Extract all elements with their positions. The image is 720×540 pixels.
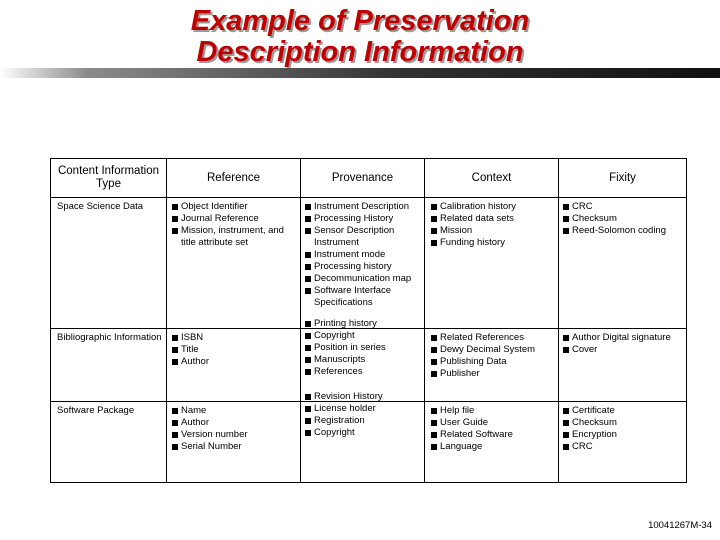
list-item: Instrument mode	[305, 249, 424, 261]
list-item: Processing history	[305, 261, 424, 273]
list-item: Version number	[172, 429, 300, 441]
context-list	[431, 201, 558, 249]
list-item: Checksum	[563, 417, 686, 429]
list-item: Serial Number	[172, 441, 300, 453]
list-item: Mission	[431, 225, 558, 237]
row-type-cell	[51, 329, 167, 402]
reference-list	[172, 405, 300, 453]
document-id: 10041267M-34	[648, 520, 712, 531]
list-item: Processing History	[305, 213, 424, 225]
table-row	[51, 402, 687, 483]
slide-title-line-1: Example of Preservation	[190, 5, 530, 37]
list-item: Software Interface Specifications	[305, 285, 424, 309]
list-item: Related References	[431, 332, 558, 344]
list-item: Manuscripts	[305, 354, 424, 366]
list-item: References	[305, 366, 424, 378]
header-fixity: Fixity	[559, 159, 687, 198]
fixity-list	[563, 201, 686, 237]
list-item: Author	[172, 356, 300, 368]
provenance-cell	[301, 391, 425, 483]
list-item: CRC	[563, 201, 686, 213]
reference-list	[172, 332, 300, 368]
list-item: License holder	[305, 403, 424, 415]
pdi-table	[50, 158, 687, 483]
list-item: Copyright	[305, 330, 424, 342]
list-item: Language	[431, 441, 558, 453]
list-item: Dewy Decimal System	[431, 344, 558, 356]
header-content-type: Content Information Type	[51, 159, 167, 198]
list-item: Publishing Data	[431, 356, 558, 368]
row-type: Bibliographic Information	[57, 332, 162, 343]
list-item: Author Digital signature	[563, 332, 686, 344]
slide-title	[0, 6, 720, 68]
list-item: Reed-Solomon coding	[563, 225, 686, 237]
list-item: Related Software	[431, 429, 558, 441]
list-item: Registration	[305, 415, 424, 427]
reference-cell	[167, 402, 301, 483]
list-item: Revision History	[305, 391, 424, 403]
provenance-list	[305, 201, 424, 309]
title-divider	[0, 68, 720, 78]
list-item: Funding history	[431, 237, 558, 249]
list-item: User Guide	[431, 417, 558, 429]
list-item: ISBN	[172, 332, 300, 344]
list-item: Name	[172, 405, 300, 417]
fixity-cell	[559, 198, 687, 329]
list-item: Position in series	[305, 342, 424, 354]
header-row	[51, 159, 687, 198]
provenance-list	[305, 391, 424, 439]
list-item: Calibration history	[431, 201, 558, 213]
context-cell	[425, 198, 559, 329]
list-item: Sensor Description Instrument	[305, 225, 424, 249]
header-context: Context	[425, 159, 559, 198]
list-item: Publisher	[431, 368, 558, 380]
table-row	[51, 198, 687, 329]
fixity-list	[563, 332, 686, 356]
row-type-cell	[51, 402, 167, 483]
reference-cell	[167, 198, 301, 329]
row-type: Space Science Data	[57, 201, 144, 212]
provenance-list	[305, 318, 424, 378]
reference-list	[172, 201, 300, 249]
list-item: Related data sets	[431, 213, 558, 225]
fixity-list	[563, 405, 686, 453]
list-item: CRC	[563, 441, 686, 453]
context-list	[431, 332, 558, 380]
header-provenance: Provenance	[301, 159, 425, 198]
fixity-cell	[559, 402, 687, 483]
list-item: Checksum	[563, 213, 686, 225]
list-item: Author	[172, 417, 300, 429]
fixity-cell	[559, 329, 687, 402]
list-item: Journal Reference	[172, 213, 300, 225]
list-item: Help file	[431, 405, 558, 417]
context-cell	[425, 329, 559, 402]
list-item: Mission, instrument, and title attribute set	[172, 225, 300, 249]
row-type-cell	[51, 198, 167, 329]
list-item: Printing history	[305, 318, 424, 330]
list-item: Instrument Description	[305, 201, 424, 213]
list-item: Cover	[563, 344, 686, 356]
header-reference: Reference	[167, 159, 301, 198]
list-item: Certificate	[563, 405, 686, 417]
context-cell	[425, 402, 559, 483]
slide-title-line-2: Description Information	[196, 36, 524, 68]
list-item: Copyright	[305, 427, 424, 439]
list-item: Object Identifier	[172, 201, 300, 213]
list-item: Title	[172, 344, 300, 356]
provenance-cell	[301, 198, 425, 329]
list-item: Decommunication map	[305, 273, 424, 285]
list-item: Encryption	[563, 429, 686, 441]
reference-cell	[167, 329, 301, 402]
context-list	[431, 405, 558, 453]
row-type: Software Package	[57, 405, 135, 416]
